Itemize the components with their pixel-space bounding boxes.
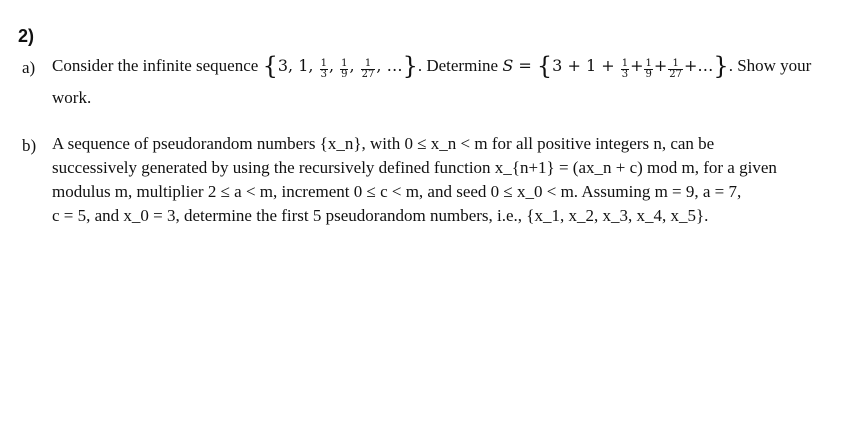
- part-b-line-2: successively generated by using the recursively defined function x_{n+1} = (ax_n + c) mod m, for a given: [52, 158, 777, 177]
- sum-close-brace: }: [713, 52, 729, 80]
- sum-fraction: $\frac{1}{3}$: [621, 58, 629, 80]
- sum-fraction: $\frac{1}{27}$: [669, 58, 682, 80]
- open-brace: {: [262, 52, 278, 80]
- close-brace: }: [402, 52, 418, 80]
- seq-fraction: $\frac{1}{27}$: [361, 58, 375, 80]
- sum-ellipsis: …: [697, 56, 714, 75]
- sum-term-2: 1: [585, 56, 597, 75]
- sum-term-1: 3: [552, 56, 563, 75]
- part-b-label: b): [22, 136, 37, 155]
- seq-fraction: $\frac{1}{3}$: [320, 58, 327, 80]
- part-a-label: a): [22, 58, 36, 77]
- part-b-line-3: modulus m, multiplier 2 ≤ a < m, increment 0 ≤ c < m, and seed 0 ≤ x_0 < m. Assuming m = 9, a = 7,: [52, 182, 742, 201]
- part-a-line-1: Consider the infinite sequence {3, 1, $\frac{1}{3}$ , $\frac{1}{9}$ , $\frac{1}{27}$ , …}. Determine S = {3 + 1 + $\frac{1}{3}$ + $\frac{1}{9}$ + $\frac{1}{27}$ +…}. Show your: [52, 52, 812, 80]
- part-a-line-2: work.: [52, 88, 92, 107]
- part-a-intro: Consider the infinite sequence: [52, 56, 263, 75]
- part-b-line-1: A sequence of pseudorandom numbers {x_n}, with 0 ≤ x_n < m for all positive integers n, can be: [52, 134, 715, 153]
- seq-term-2: 1: [298, 56, 309, 75]
- part-a-end-text: . Show your: [728, 56, 812, 75]
- part-b-line-4: c = 5, and x_0 = 3, determine the first 5 pseudorandom numbers, i.e., {x_1, x_2, x_3, x_4, x_5}.: [52, 206, 709, 225]
- sum-fraction: $\frac{1}{9}$: [645, 58, 652, 80]
- question-number: 2): [18, 26, 35, 46]
- seq-term-1: 3: [277, 56, 289, 75]
- sum-variable: S: [502, 56, 514, 75]
- seq-ellipsis: …: [386, 56, 403, 75]
- seq-fraction: $\frac{1}{9}$: [341, 58, 348, 80]
- part-a-mid-text: . Determine: [417, 56, 503, 75]
- sum-open-brace: {: [536, 52, 553, 80]
